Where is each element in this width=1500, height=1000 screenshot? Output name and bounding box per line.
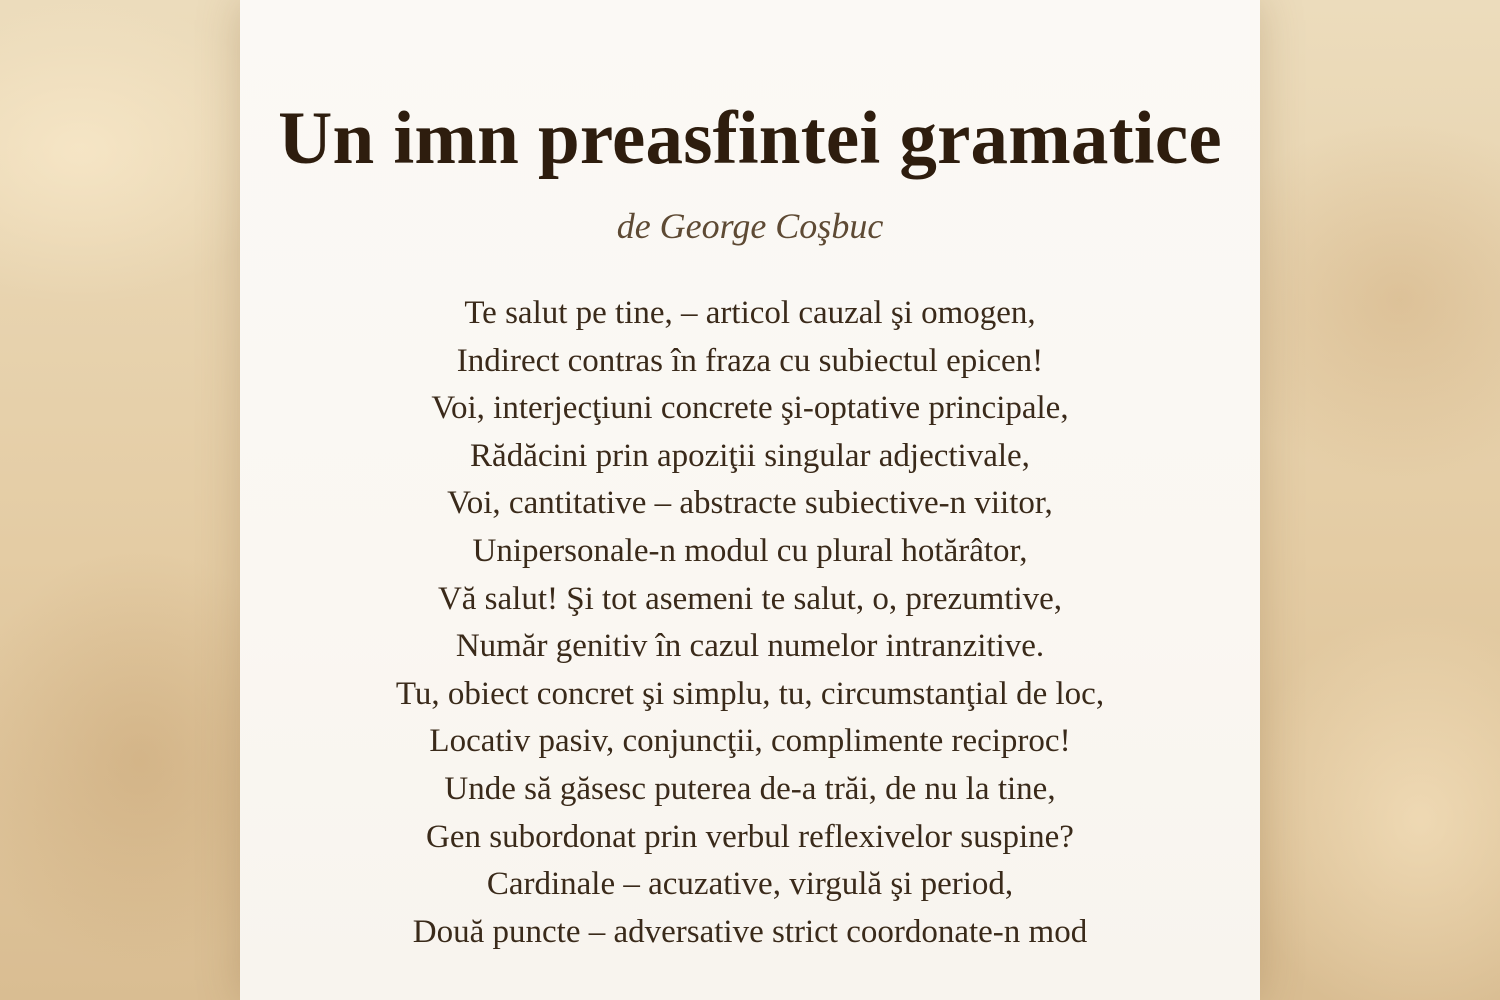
poem-line: Rădăcini prin apoziţii singular adjectivale, <box>470 437 1030 474</box>
poem-line: Voi, cantitative – abstracte subiective-n viitor, <box>447 485 1053 522</box>
poem-line: Tu, obiect concret şi simplu, tu, circumstanţial de loc, <box>395 675 1105 712</box>
poem-line: Locativ pasiv, conjuncţii, complimente reciproc! <box>429 723 1071 760</box>
poem-line: Cardinale – acuzative, virgulă şi period, <box>486 866 1014 903</box>
poem-page <box>240 0 1260 1000</box>
poem-author: de George Coşbuc <box>616 206 884 246</box>
poem-body <box>240 290 1260 956</box>
poem-line: Gen subordonat prin verbul reflexivelor suspine? <box>426 818 1074 855</box>
poem-line: Număr genitiv în cazul numelor intranzitive. <box>455 628 1045 665</box>
poem-line: Voi, interjecţiuni concrete şi-optative principale, <box>431 390 1069 427</box>
poem-line: Două puncte – adversative strict coordonate-n mod <box>412 913 1088 950</box>
poem-line: Unipersonale-n modul cu plural hotărâtor, <box>472 532 1028 569</box>
poem-line: Te salut pe tine, – articol cauzal şi omogen, <box>464 295 1036 331</box>
poem-line: Vă salut! Şi tot asemeni te salut, o, prezumtive, <box>437 580 1063 617</box>
poem-title: Un imn preasfintei gramatice <box>278 97 1222 180</box>
poem-line: Indirect contras în fraza cu subiectul epicen! <box>456 342 1044 379</box>
poem-line: Unde să găsesc puterea de-a trăi, de nu la tine, <box>444 770 1056 807</box>
